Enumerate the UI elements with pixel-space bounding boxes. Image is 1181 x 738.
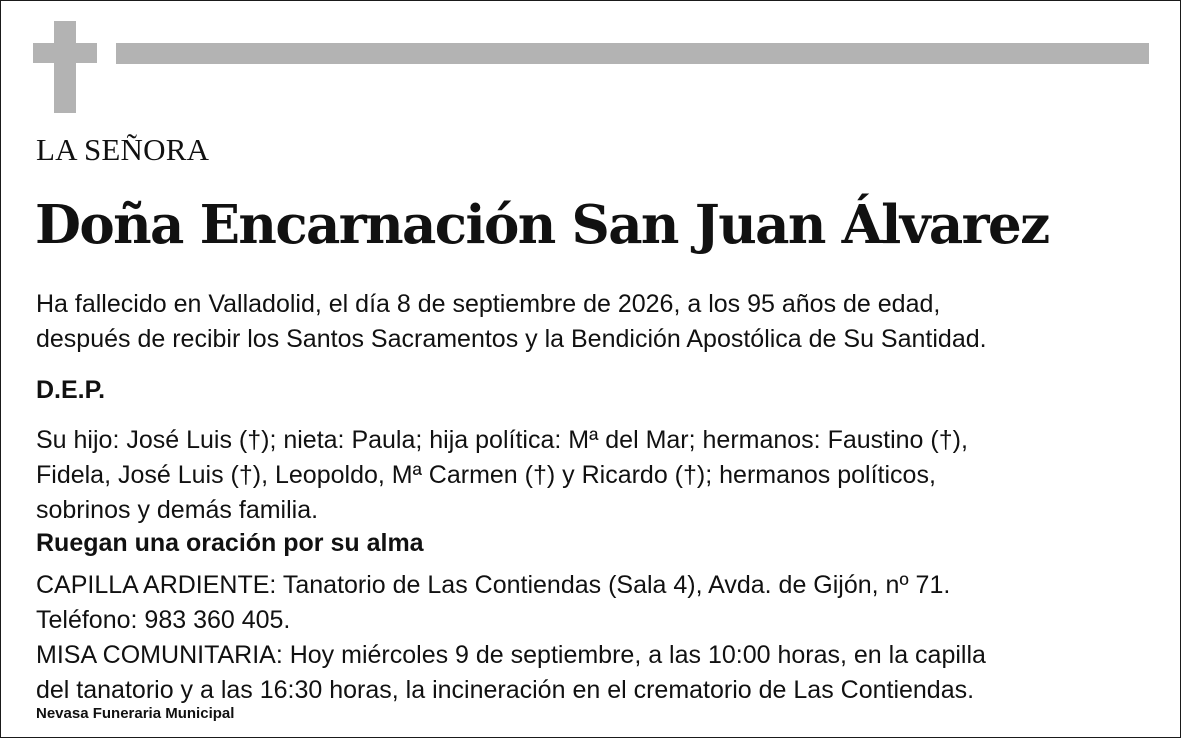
announcement-line: Ha fallecido en Valladolid, el día 8 de septiembre de 2026, a los 95 años de edad, [36, 290, 941, 318]
announcement-line: después de recibir los Santos Sacramentos y la Bendición Apostólica de Su Santidad. [36, 325, 987, 353]
cross-horizontal-beam [33, 43, 97, 63]
family-line: sobrinos y demás familia. [36, 496, 319, 524]
family-line: Su hijo: José Luis (†); nieta: Paula; hija política: Mª del Mar; hermanos: Faustino (†), [36, 426, 968, 454]
honorific-prefix: LA SEÑORA [36, 132, 210, 167]
rest-in-peace-label: D.E.P. [36, 376, 106, 404]
family-line: Fidela, José Luis (†), Leopoldo, Mª Carmen (†) y Ricardo (†); hermanos políticos, [36, 461, 936, 489]
details-line: MISA COMUNITARIA: Hoy miércoles 9 de septiembre, a las 10:00 horas, en la capilla [36, 641, 986, 669]
death-announcement [36, 287, 987, 357]
details-line: del tanatorio y a las 16:30 horas, la incineración en el crematorio de Las Contiendas. [36, 676, 975, 704]
service-details [36, 568, 986, 708]
family-list [36, 423, 968, 528]
header-rule [116, 43, 1149, 64]
details-line: CAPILLA ARDIENTE: Tanatorio de Las Contiendas (Sala 4), Avda. de Gijón, nº 71. [36, 571, 951, 599]
deceased-name: Doña Encarnación San Juan Álvarez [35, 194, 1049, 256]
details-line: Teléfono: 983 360 405. [36, 606, 291, 634]
prayer-request: Ruegan una oración por su alma [36, 529, 424, 557]
cross-vertical-beam [54, 21, 76, 113]
funeral-home-name: Nevasa Funeraria Municipal [36, 705, 235, 722]
